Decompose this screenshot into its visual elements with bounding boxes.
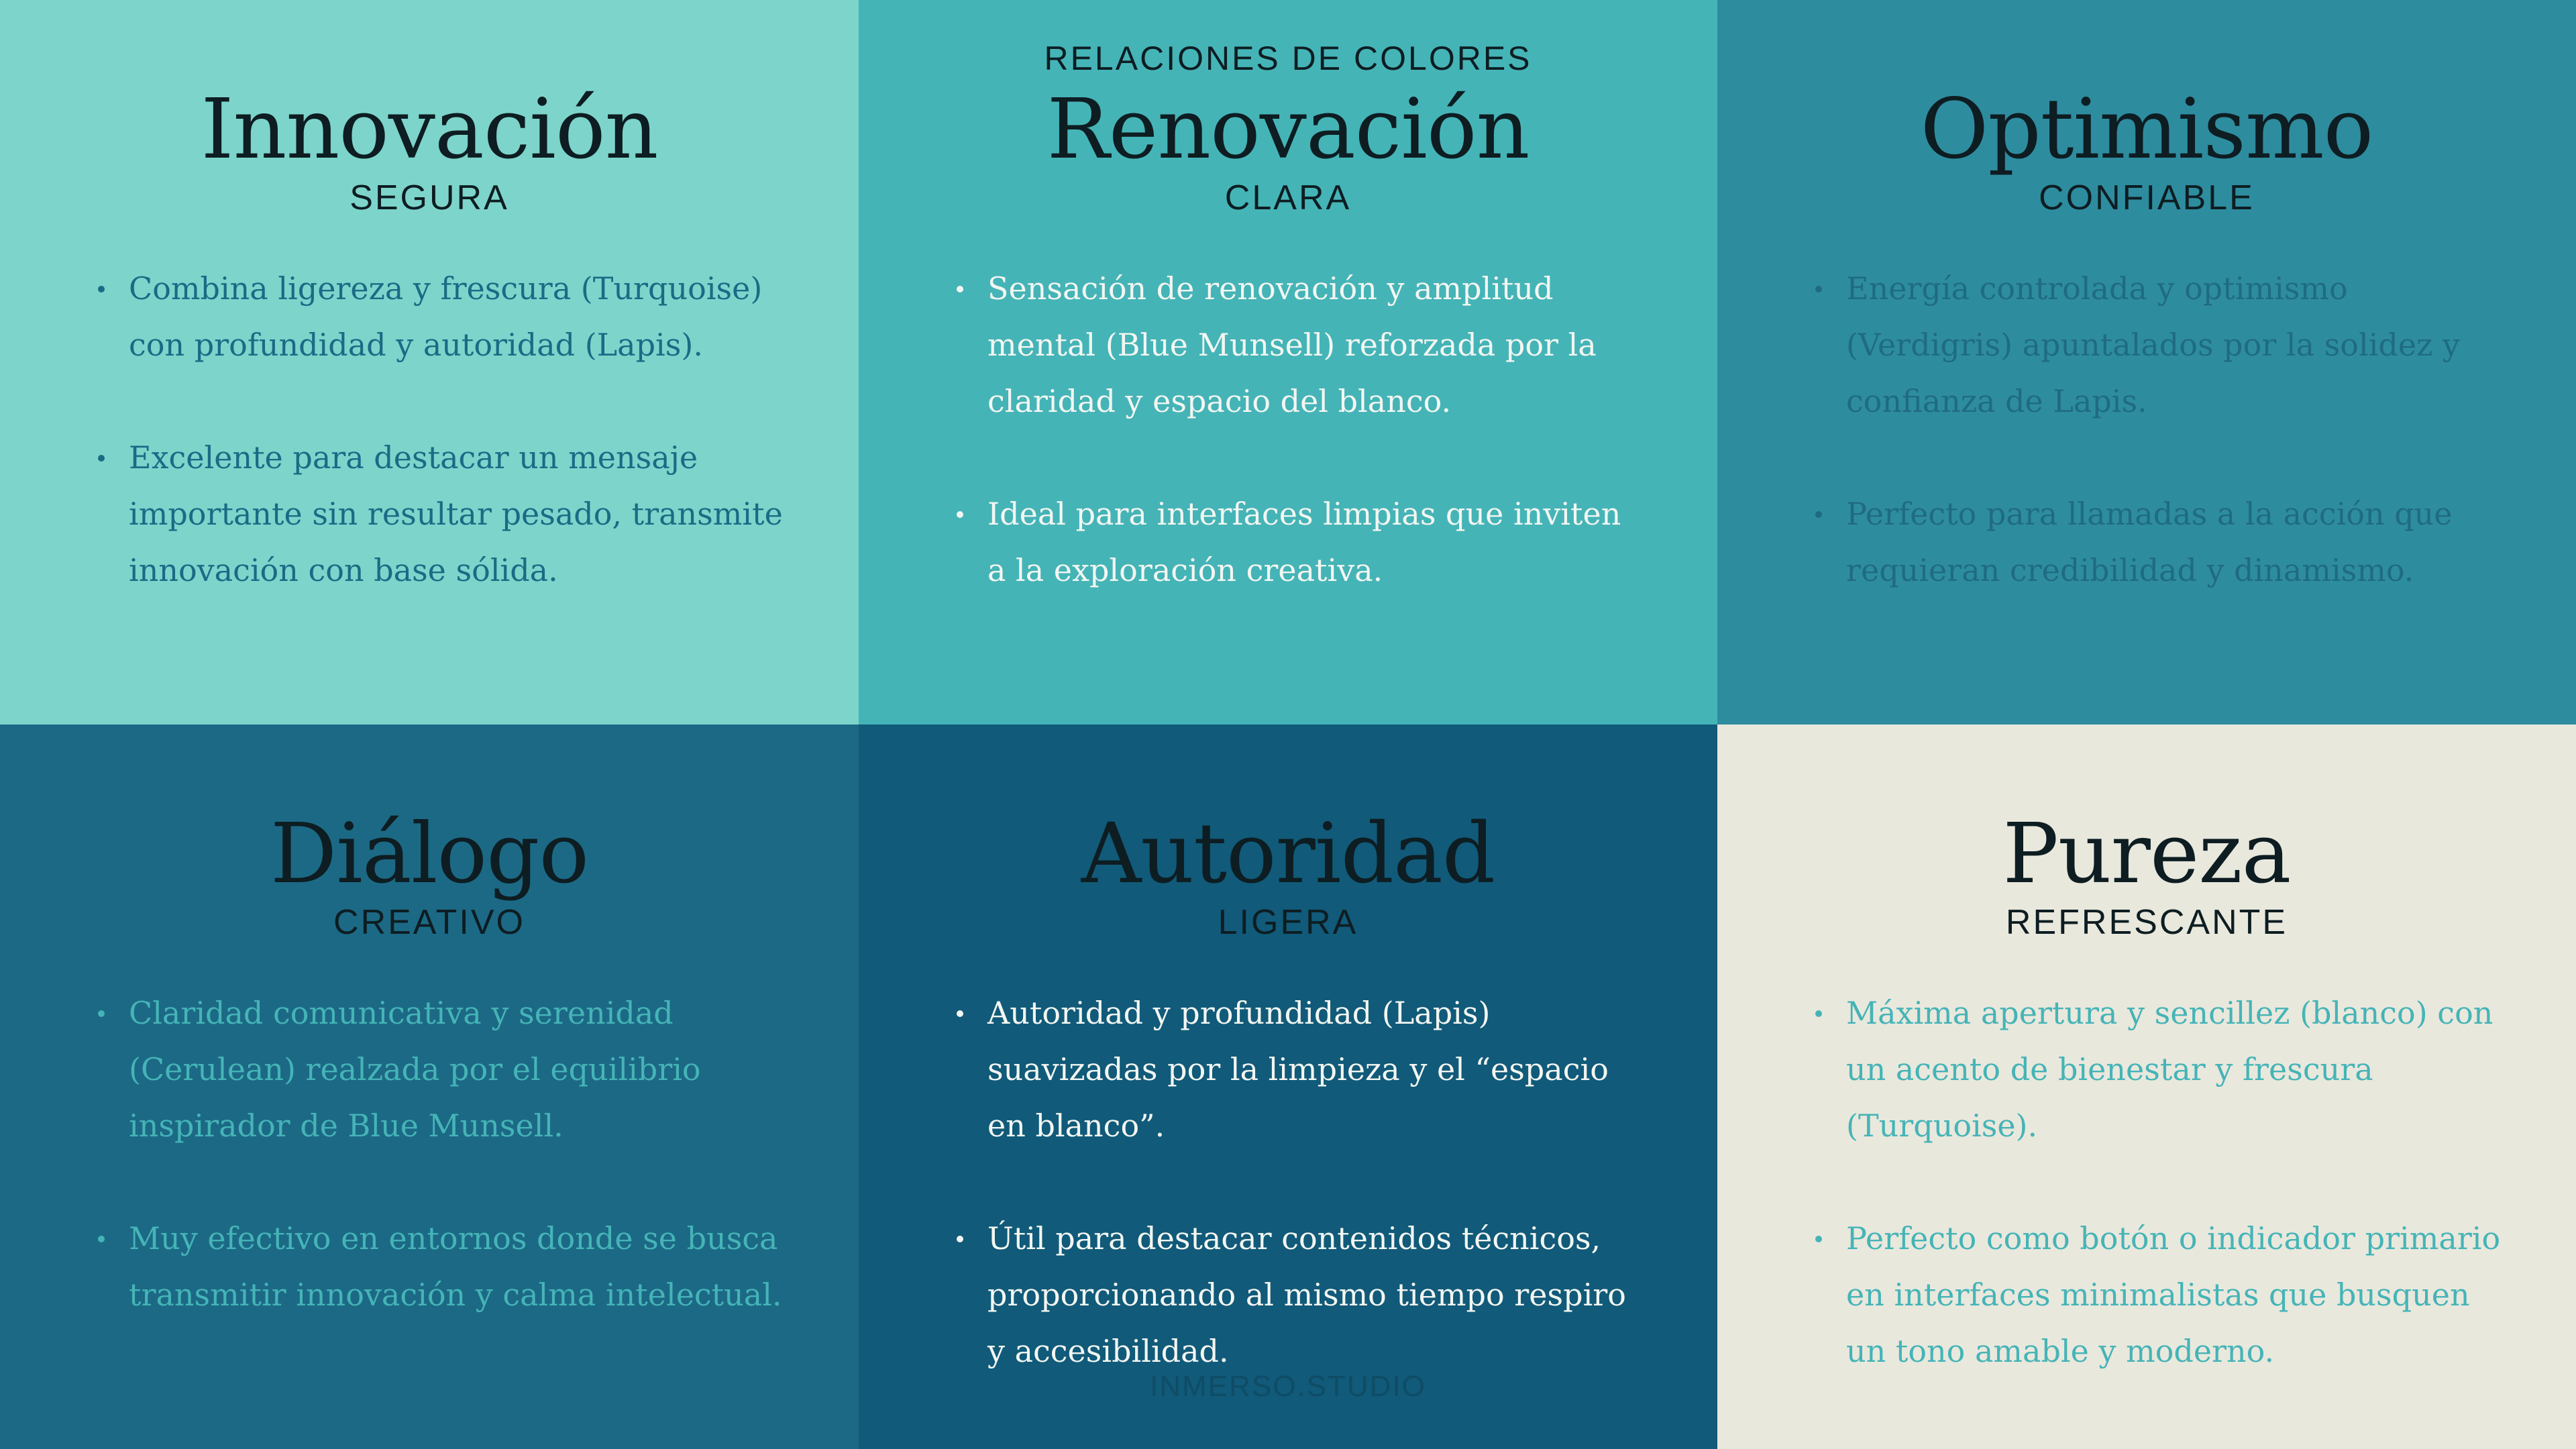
- bullet-list: [98, 260, 785, 655]
- panel-subtitle: CONFIABLE: [2039, 178, 2255, 217]
- panel-renovacion: [859, 0, 1717, 724]
- panel-subtitle: CLARA: [1224, 178, 1352, 217]
- panel-subtitle: REFRESCANTE: [2005, 903, 2288, 942]
- panel-subtitle: LIGERA: [1218, 903, 1358, 942]
- panel-pureza: [1717, 724, 2576, 1449]
- bullet-list: [957, 985, 1644, 1436]
- panel-title: Pureza: [2002, 806, 2291, 902]
- brand-watermark: INMERSO.STUDIO: [1150, 1370, 1426, 1403]
- panel-subtitle: CREATIVO: [333, 903, 525, 942]
- bullet-item: Perfecto para llamadas a la acción que requieran credibilidad y dinamismo.: [1815, 486, 2502, 598]
- bullet-item: Excelente para destacar un mensaje importante sin resultar pesado, transmite innovación con base sólida.: [98, 429, 785, 598]
- bullet-list: [1815, 260, 2502, 655]
- panel-title: Autoridad: [1081, 806, 1495, 902]
- bullet-list: [98, 985, 785, 1379]
- bullet-item: Combina ligereza y frescura (Turquoise) con profundidad y autoridad (Lapis).: [98, 260, 785, 373]
- bullet-item: Ideal para interfaces limpias que inviten a la exploración creativa.: [957, 486, 1644, 598]
- bullet-item: Perfecto como botón o indicador primario en interfaces minimalistas que busquen un tono amable y moderno.: [1815, 1210, 2502, 1379]
- bullet-item: Muy efectivo en entornos donde se busca transmitir innovación y calma intelectual.: [98, 1210, 785, 1323]
- bullet-item: Útil para destacar contenidos técnicos, proporcionando al mismo tiempo respiro y accesibilidad.: [957, 1210, 1644, 1379]
- panel-subtitle: SEGURA: [350, 178, 509, 217]
- bullet-list: [957, 260, 1644, 655]
- panel-title: Renovación: [1046, 81, 1529, 178]
- bullet-item: Energía controlada y optimismo (Verdigris) apuntalados por la solidez y confianza de Lapis.: [1815, 260, 2502, 429]
- bullet-list: [1815, 985, 2502, 1436]
- section-label: RELACIONES DE COLORES: [1044, 40, 1532, 77]
- bullet-item: Autoridad y profundidad (Lapis) suavizadas por la limpieza y el “espacio en blanco”.: [957, 985, 1644, 1154]
- panel-title: Innovación: [201, 81, 658, 178]
- panel-optimismo: [1717, 0, 2576, 724]
- panel-title: Optimismo: [1920, 81, 2373, 178]
- panel-title: Diálogo: [270, 806, 589, 902]
- panel-autoridad: [859, 724, 1717, 1449]
- bullet-item: Claridad comunicativa y serenidad (Cerulean) realzada por el equilibrio inspirador de Blue Munsell.: [98, 985, 785, 1154]
- bullet-item: Máxima apertura y sencillez (blanco) con un acento de bienestar y frescura (Turquoise).: [1815, 985, 2502, 1154]
- bullet-item: Sensación de renovación y amplitud mental (Blue Munsell) reforzada por la claridad y espacio del blanco.: [957, 260, 1644, 429]
- panel-innovacion: [0, 0, 859, 724]
- panel-dialogo: [0, 724, 859, 1449]
